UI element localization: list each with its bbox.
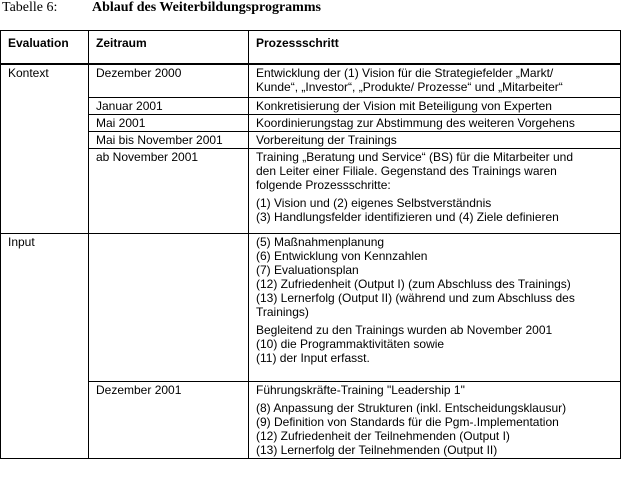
prozess-line: folgende Prozessschritte: bbox=[256, 177, 391, 192]
evaluation-cell bbox=[1, 114, 89, 131]
prozess-line: Training „Beratung und Service“ (BS) für die Mitarbeiter und bbox=[256, 149, 574, 164]
evaluation-cell bbox=[1, 381, 89, 458]
prozess-cell bbox=[249, 97, 621, 114]
header-prozessschritt: Prozessschritt bbox=[249, 31, 621, 65]
prozess-line: (12) Zufriedenheit (Output I) (zum Abschluss des Trainings) bbox=[256, 276, 571, 291]
prozess-line: Entwicklung der (1) Vision für die Strategiefelder „Markt/ bbox=[256, 66, 554, 80]
zeitraum-cell: Mai bis November 2001 bbox=[89, 131, 249, 148]
prozess-cell bbox=[249, 233, 621, 381]
prozess-line: (13) Lernerfolg (Output II) (während und zum Abschluss des bbox=[256, 290, 575, 305]
prozess-line: (12) Zufriedenheit der Teilnehmenden (Output I) bbox=[256, 428, 510, 443]
caption-label: Tabelle 6: bbox=[2, 0, 58, 15]
prozess-line: Trainings) bbox=[256, 304, 309, 319]
evaluation-cell bbox=[1, 131, 89, 148]
evaluation-cell bbox=[1, 148, 89, 233]
prozess-cell bbox=[249, 114, 621, 131]
prozess-line: Führungskräfte-Training "Leadership 1" bbox=[256, 382, 465, 397]
table-row bbox=[1, 233, 621, 381]
table-row bbox=[1, 64, 621, 97]
evaluation-cell: Input bbox=[1, 233, 89, 381]
evaluation-cell bbox=[1, 97, 89, 114]
header-evaluation: Evaluation bbox=[1, 31, 89, 65]
evaluation-cell: Kontext bbox=[1, 64, 89, 97]
prozess-line: Konkretisierung der Vision mit Beteiligung von Experten bbox=[256, 98, 552, 113]
prozess-cell bbox=[249, 148, 621, 233]
prozess-line: (9) Definition von Standards für die Pgm-.Implementation bbox=[256, 414, 559, 429]
prozess-line: Koordinierungstag zur Abstimmung des weiteren Vorgehens bbox=[256, 115, 575, 130]
header-zeitraum: Zeitraum bbox=[89, 31, 249, 65]
caption-title: Ablauf des Weiterbildungsprogramms bbox=[92, 0, 321, 15]
prozess-cell bbox=[249, 131, 621, 148]
zeitraum-cell: ab November 2001 bbox=[89, 148, 249, 233]
prozess-line: (6) Entwicklung von Kennzahlen bbox=[256, 248, 428, 263]
prozess-line: (3) Handlungsfelder identifizieren und (4) Ziele definieren bbox=[256, 209, 559, 224]
zeitraum-cell bbox=[89, 233, 249, 381]
table-row bbox=[1, 148, 621, 233]
table-row bbox=[1, 97, 621, 114]
table-row bbox=[1, 114, 621, 131]
prozess-line: (11) der Input erfasst. bbox=[256, 350, 370, 365]
table-header-row bbox=[1, 31, 621, 65]
zeitraum-cell: Dezember 2000 bbox=[89, 64, 249, 97]
prozess-line: (5) Maßnahmenplanung bbox=[256, 234, 385, 249]
zeitraum-cell: Mai 2001 bbox=[89, 114, 249, 131]
prozess-line: (10) die Programmaktivitäten sowie bbox=[256, 336, 445, 351]
prozess-cell bbox=[249, 64, 621, 97]
prozess-line: Begleitend zu den Trainings wurden ab November 2001 bbox=[256, 322, 553, 337]
prozess-line: (8) Anpassung der Strukturen (inkl. Entscheidungsklausur) bbox=[256, 400, 567, 415]
table-row bbox=[1, 381, 621, 458]
table-row bbox=[1, 131, 621, 148]
prozess-line: Kunde“, „Investor“, „Produkte/ Prozesse“ und „Mitarbeiter“ bbox=[256, 80, 563, 94]
process-table bbox=[0, 30, 621, 459]
zeitraum-cell: Dezember 2001 bbox=[89, 381, 249, 458]
prozess-line: den Leiter einer Filiale. Gegenstand des Trainings waren bbox=[256, 163, 557, 178]
prozess-line: (13) Lernerfolg der Teilnehmenden (Output II) bbox=[256, 442, 498, 457]
prozess-line: (1) Vision und (2) eigenes Selbstverständnis bbox=[256, 195, 492, 210]
table-caption bbox=[0, 0, 621, 22]
zeitraum-cell: Januar 2001 bbox=[89, 97, 249, 114]
prozess-cell bbox=[249, 381, 621, 458]
prozess-line: (7) Evaluationsplan bbox=[256, 262, 359, 277]
prozess-line: Vorbereitung der Trainings bbox=[256, 132, 397, 147]
